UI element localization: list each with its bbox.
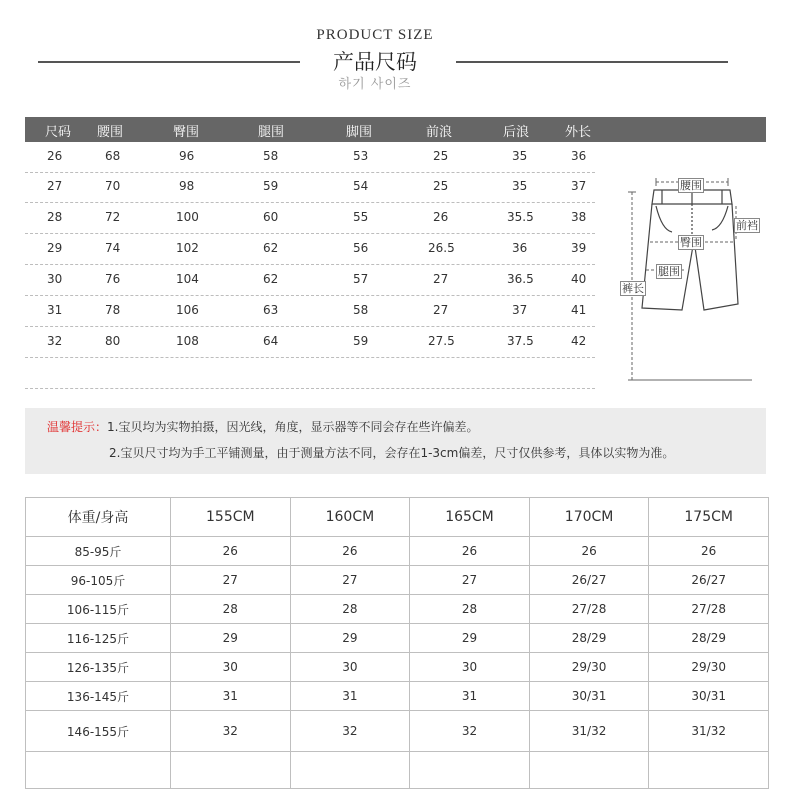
cell: 39 <box>571 241 587 255</box>
cell: 38 <box>571 210 587 224</box>
cell: 26 <box>47 149 63 163</box>
cell: 72 <box>105 210 121 224</box>
cell: 26.5 <box>428 241 455 255</box>
cell: 30 <box>410 653 530 682</box>
table-row <box>26 566 769 595</box>
cell: 26 <box>290 537 410 566</box>
notice-text-1: 1.宝贝均为实物拍摄，因光线，角度，显示器等不同会存在些许偏差。 <box>107 420 479 434</box>
table-row <box>26 682 769 711</box>
col-hip: 臀围 <box>173 125 200 140</box>
notice-prefix: 温馨提示： <box>47 420 108 434</box>
cell: 37.5 <box>507 334 534 348</box>
cell: 31 <box>47 303 63 317</box>
cell: 106-115斤 <box>26 595 171 624</box>
cell <box>290 752 410 789</box>
notice-line-1 <box>47 418 478 435</box>
cell: 104 <box>176 272 199 286</box>
header-cell: 170CM <box>529 498 649 537</box>
cell: 68 <box>105 149 121 163</box>
cell: 70 <box>105 179 121 193</box>
col-thigh: 腿围 <box>258 125 285 140</box>
cell: 74 <box>105 241 121 255</box>
cell: 58 <box>263 149 279 163</box>
cell: 60 <box>263 210 279 224</box>
cell: 57 <box>353 272 369 286</box>
cell: 26/27 <box>529 566 649 595</box>
cell: 85-95斤 <box>26 537 171 566</box>
cell: 42 <box>571 334 587 348</box>
shorts-outline-icon <box>612 170 762 390</box>
cell: 53 <box>353 149 369 163</box>
label-hip: 臀围 <box>680 236 702 249</box>
header-cell: 160CM <box>290 498 410 537</box>
cell: 62 <box>263 241 279 255</box>
cell: 26 <box>410 537 530 566</box>
cell <box>649 752 769 789</box>
size-table-header <box>25 117 766 142</box>
cell: 29 <box>171 624 291 653</box>
cell: 27 <box>410 566 530 595</box>
table-row <box>25 142 595 173</box>
cell: 29/30 <box>649 653 769 682</box>
cell: 96-105斤 <box>26 566 171 595</box>
cell: 36 <box>571 149 587 163</box>
cell: 28 <box>410 595 530 624</box>
cell: 63 <box>263 303 279 317</box>
cell: 30/31 <box>649 682 769 711</box>
table-row <box>25 265 595 296</box>
cell: 54 <box>353 179 369 193</box>
cell: 32 <box>47 334 63 348</box>
cell: 80 <box>105 334 121 348</box>
cell: 26 <box>649 537 769 566</box>
table-row-empty <box>26 752 769 789</box>
cell: 31 <box>410 682 530 711</box>
cell: 37 <box>512 303 528 317</box>
col-waist: 腰围 <box>97 125 124 140</box>
cell: 106 <box>176 303 199 317</box>
cell: 31/32 <box>649 711 769 752</box>
label-front-rise: 前裆 <box>736 219 758 232</box>
cell: 26 <box>529 537 649 566</box>
cell: 28/29 <box>529 624 649 653</box>
cell: 30 <box>171 653 291 682</box>
cell: 32 <box>410 711 530 752</box>
cell: 56 <box>353 241 369 255</box>
cell: 26 <box>433 210 449 224</box>
table-row <box>26 537 769 566</box>
cell: 37 <box>571 179 587 193</box>
cell <box>529 752 649 789</box>
table-row <box>26 624 769 653</box>
cell: 116-125斤 <box>26 624 171 653</box>
cell: 78 <box>105 303 121 317</box>
title-chinese: 产品尺码 <box>333 50 417 74</box>
cell: 146-155斤 <box>26 711 171 752</box>
cell: 27 <box>433 303 449 317</box>
cell: 126-135斤 <box>26 653 171 682</box>
cell: 59 <box>353 334 369 348</box>
table-row <box>26 653 769 682</box>
cell: 31 <box>290 682 410 711</box>
cell: 30 <box>47 272 63 286</box>
cell: 62 <box>263 272 279 286</box>
cell: 64 <box>263 334 279 348</box>
table-row <box>25 327 595 358</box>
cell: 96 <box>179 149 195 163</box>
cell: 27 <box>433 272 449 286</box>
cell: 27 <box>171 566 291 595</box>
table-row-empty <box>25 358 595 389</box>
cell: 30 <box>290 653 410 682</box>
cell <box>410 752 530 789</box>
cell: 35.5 <box>507 210 534 224</box>
table-row <box>26 711 769 752</box>
col-front-rise: 前浪 <box>426 125 453 140</box>
cell: 31/32 <box>529 711 649 752</box>
header-cell: 155CM <box>171 498 291 537</box>
cell: 58 <box>353 303 369 317</box>
cell: 29/30 <box>529 653 649 682</box>
cell: 98 <box>179 179 195 193</box>
title-english: PRODUCT SIZE <box>316 27 434 43</box>
table-row <box>25 172 595 203</box>
cell: 40 <box>571 272 587 286</box>
cell: 25 <box>433 179 449 193</box>
notice-box <box>25 408 766 474</box>
title-korean: 하기 사이즈 <box>338 77 412 92</box>
header-cell: 175CM <box>649 498 769 537</box>
label-length: 裤长 <box>622 282 644 295</box>
cell: 28 <box>47 210 63 224</box>
label-waist: 腰围 <box>680 179 702 192</box>
cell <box>171 752 291 789</box>
cell: 136-145斤 <box>26 682 171 711</box>
table-row <box>25 203 595 234</box>
cell: 26/27 <box>649 566 769 595</box>
cell: 55 <box>353 210 369 224</box>
cell <box>26 752 171 789</box>
cell: 28 <box>171 595 291 624</box>
table-row <box>25 296 595 327</box>
cell: 27.5 <box>428 334 455 348</box>
cell: 102 <box>176 241 199 255</box>
col-size: 尺码 <box>45 125 72 140</box>
cell: 36.5 <box>507 272 534 286</box>
cell: 59 <box>263 179 279 193</box>
col-back-rise: 后浪 <box>503 125 530 140</box>
cell: 35 <box>512 179 528 193</box>
shorts-measurement-diagram <box>612 170 762 390</box>
notice-line-2: 2.宝贝尺寸均为手工平铺测量，由于测量方法不同，会存在1-3cm偏差，尺寸仅供参考，具体以实物为准。 <box>109 446 675 460</box>
cell: 100 <box>176 210 199 224</box>
cell: 27 <box>47 179 63 193</box>
header-cell: 165CM <box>410 498 530 537</box>
header-cell: 体重/身高 <box>26 498 171 537</box>
table-row <box>25 234 595 265</box>
cell: 41 <box>571 303 587 317</box>
cell: 27/28 <box>529 595 649 624</box>
col-hem: 脚围 <box>346 125 373 140</box>
cell: 25 <box>433 149 449 163</box>
cell: 29 <box>47 241 63 255</box>
weight-height-table <box>25 497 769 789</box>
cell: 32 <box>171 711 291 752</box>
cell: 31 <box>171 682 291 711</box>
cell: 28 <box>290 595 410 624</box>
cell: 26 <box>171 537 291 566</box>
cell: 29 <box>290 624 410 653</box>
label-thigh: 腿围 <box>658 265 680 278</box>
cell: 36 <box>512 241 528 255</box>
cell: 28/29 <box>649 624 769 653</box>
cell: 35 <box>512 149 528 163</box>
table-row <box>26 595 769 624</box>
cell: 108 <box>176 334 199 348</box>
cell: 27/28 <box>649 595 769 624</box>
col-length: 外长 <box>565 125 592 140</box>
cell: 30/31 <box>529 682 649 711</box>
table-header-row <box>26 498 769 537</box>
cell: 76 <box>105 272 121 286</box>
cell: 32 <box>290 711 410 752</box>
cell: 27 <box>290 566 410 595</box>
cell: 29 <box>410 624 530 653</box>
